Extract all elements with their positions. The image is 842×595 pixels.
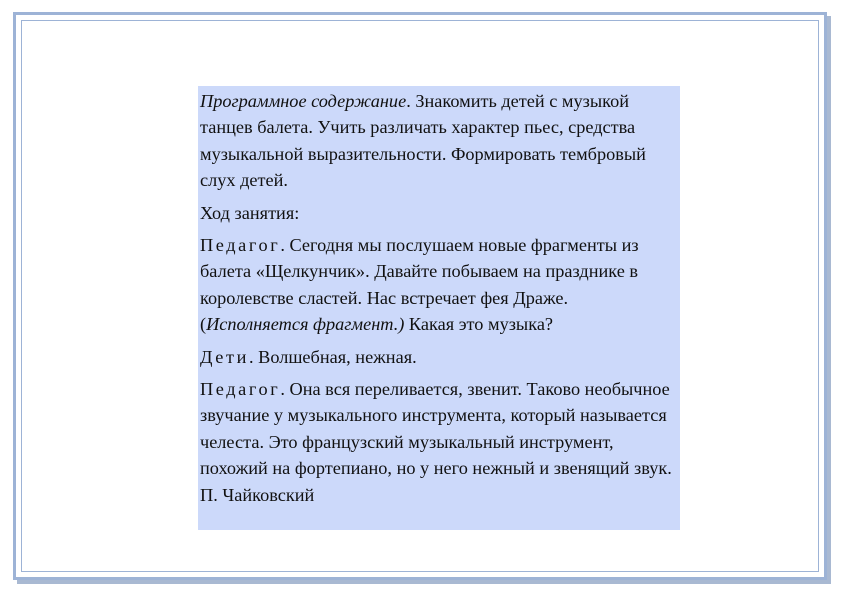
program-content-text: . Знакомить детей с музыкой танцев балета. Учить различать характер пьес, средства музыкальной выразительности. Формировать тембровый слух детей. xyxy=(200,91,646,191)
teacher-text-1-end: Какая это музыка? xyxy=(404,314,554,335)
speaker-teacher-2: Педагог xyxy=(200,379,281,400)
speaker-teacher: Педагог xyxy=(200,235,281,256)
stage-direction: Исполняется фрагмент.) xyxy=(206,314,405,335)
lesson-text-box xyxy=(198,86,680,530)
program-content-paragraph xyxy=(200,88,680,194)
children-paragraph xyxy=(200,344,680,370)
lesson-progress-heading: Ход занятия: xyxy=(200,202,300,223)
teacher-text-1-start: . Сегодня мы послушаем новые фрагменты из балета «Щелкунчик». Давайте побываем на празднике в королевстве сластей. Нас встречает фея Драже. ( xyxy=(200,235,639,335)
speaker-children: Дети xyxy=(200,346,249,367)
teacher-text-2: . Она вся переливается, звенит. Таково необычное звучание у музыкального инструмента, который называется челеста. Это французский музыкальный инструмент, похожий на фортепиано, но у него нежный и звенящий звук. П. Чайковский xyxy=(200,379,672,505)
teacher-paragraph-1 xyxy=(200,232,680,338)
teacher-paragraph-2 xyxy=(200,376,680,508)
program-content-label: Программное содержание xyxy=(200,91,407,111)
children-text: . Волшебная, нежная. xyxy=(248,346,417,367)
